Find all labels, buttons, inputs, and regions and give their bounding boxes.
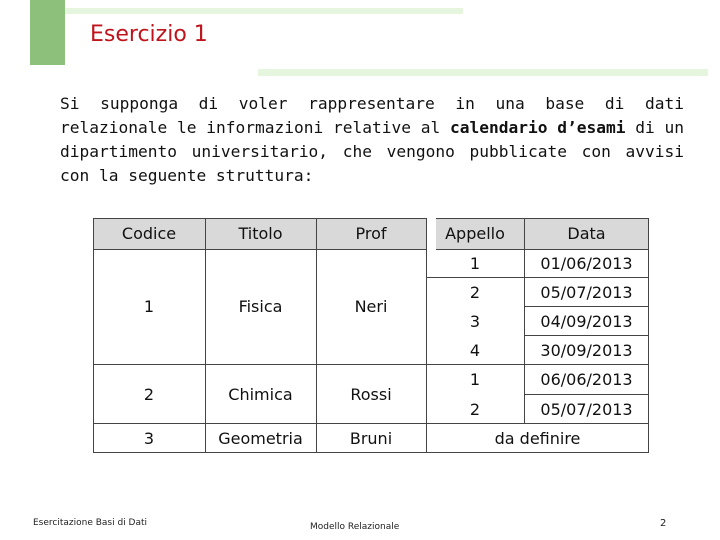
decorative-top-line [65, 8, 463, 14]
table-cell-appello: 1 [469, 253, 481, 273]
table-cell-data: 01/06/2013 [540, 253, 633, 273]
table-cell-data: 05/07/2013 [540, 282, 633, 302]
intro-text-bold: calendario d’esami [449, 118, 626, 137]
table-cell-data: 06/06/2013 [540, 370, 633, 389]
table-cell-appello: 1 [469, 370, 481, 389]
header-data: Data [567, 224, 606, 243]
table-cell-appello: 4 [469, 340, 481, 360]
table-cell-appello: 3 [469, 311, 481, 331]
table-cell-data: 05/07/2013 [540, 399, 633, 419]
table-cell-titolo: Chimica [228, 384, 293, 404]
intro-paragraph [60, 92, 684, 188]
header-appello: Appello [445, 224, 505, 243]
footer-section-name: Modello Relazionale [310, 522, 400, 532]
grid-line [93, 452, 649, 453]
exam-calendar-table [93, 218, 649, 453]
table-cell-codice: 2 [143, 384, 155, 404]
header-prof: Prof [355, 224, 387, 243]
intro-text-part2: di un dipartimento universitario, che vengono pubblicate con avvisi con la seguente struttura: [60, 118, 684, 185]
table-cell-titolo: Fisica [238, 297, 283, 316]
header-codice: Codice [121, 224, 177, 243]
decorative-title-underline [258, 69, 708, 76]
table-cell-data: 04/09/2013 [540, 311, 633, 331]
table-cell-titolo: Geometria [218, 428, 303, 448]
table-cell-prof: Neri [354, 297, 388, 316]
slide-title: Esercizio 1 [90, 22, 208, 47]
table-cell-prof: Bruni [349, 428, 393, 448]
footer-course-name: Esercitazione Basi di Dati [33, 518, 148, 528]
table-cell-appello: 2 [469, 282, 481, 302]
footer-page-number: 2 [660, 518, 667, 529]
table-cell-codice: 3 [143, 428, 155, 448]
table-cell-note: da definire [494, 428, 581, 448]
title-accent-block [30, 0, 65, 65]
table-cell-prof: Rossi [350, 384, 392, 404]
table-cell-data: 30/09/2013 [540, 340, 633, 360]
table-cell-appello: 2 [469, 399, 481, 419]
table-cell-codice: 1 [143, 297, 155, 316]
intro-text-part1: Si supponga di voler rappresentare in una base di dati relazionale le informazioni relative al [60, 94, 684, 137]
header-titolo: Titolo [238, 224, 283, 243]
